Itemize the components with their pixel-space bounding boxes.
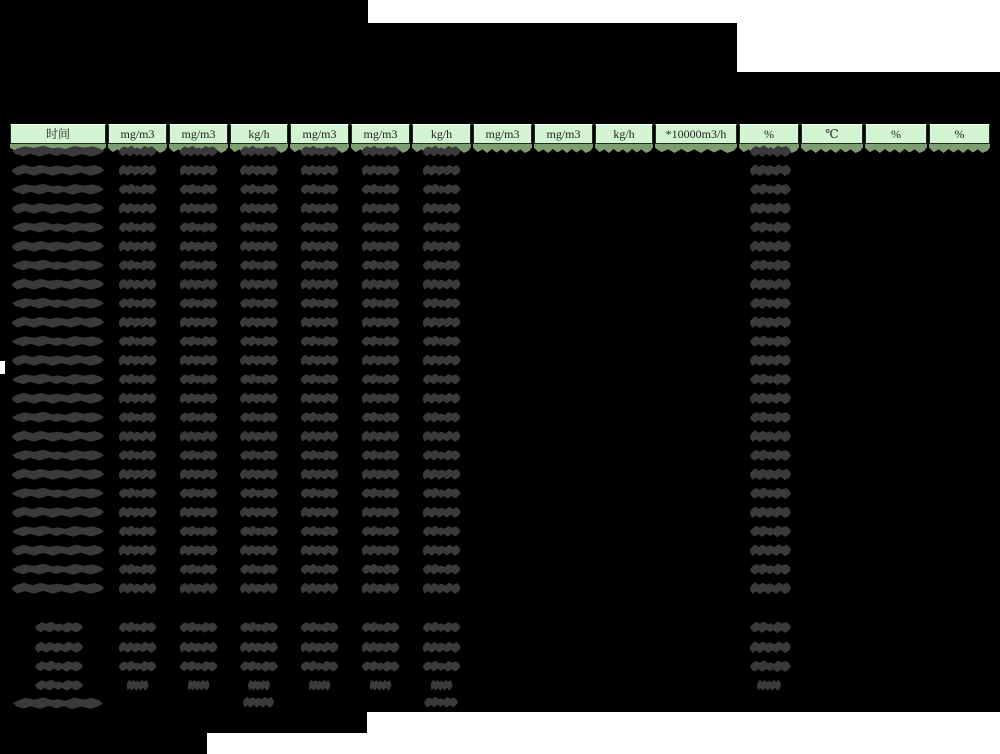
redacted-value-cell (240, 164, 278, 177)
redacted-percent-cell (750, 410, 791, 424)
header-cell-6: mg/m3 (351, 124, 410, 144)
redacted-value-cell (362, 468, 400, 481)
redacted-percent-cell (750, 258, 791, 272)
redacted-value-cell (240, 202, 278, 215)
redacted-percent-cell (750, 486, 791, 500)
header-cell-13: ℃ (801, 124, 863, 144)
header-cell-10: kg/h (595, 124, 653, 144)
redacted-value-cell (301, 297, 339, 310)
redacted-value-cell (119, 544, 157, 557)
redacted-value-cell (362, 544, 400, 557)
redacted-time-cell (12, 430, 104, 443)
redacted-time-cell (12, 335, 104, 348)
redacted-value-cell (362, 411, 400, 424)
paper-white-top-strip (368, 0, 1000, 23)
redacted-percent-cell (750, 391, 791, 405)
redacted-value-cell (180, 563, 218, 576)
redacted-percent-cell (750, 296, 791, 310)
redacted-summary-value-short (431, 679, 453, 692)
redacted-value-cell (423, 297, 461, 310)
header-cell-9: mg/m3 (534, 124, 593, 144)
redacted-value-cell (423, 354, 461, 367)
redacted-value-cell (301, 202, 339, 215)
redacted-value-cell (119, 297, 157, 310)
redacted-time-cell (12, 582, 104, 595)
redacted-summary-label (35, 660, 83, 673)
redacted-value-cell (180, 202, 218, 215)
redacted-time-cell (12, 278, 104, 291)
redacted-value-cell (362, 335, 400, 348)
redacted-value-cell (301, 164, 339, 177)
redacted-summary-value (423, 621, 461, 634)
redacted-summary-value (423, 660, 461, 673)
redacted-value-cell (362, 164, 400, 177)
redacted-value-cell (362, 278, 400, 291)
redacted-value-cell (240, 316, 278, 329)
redacted-value-cell (119, 468, 157, 481)
redacted-value-cell (362, 316, 400, 329)
redacted-summary-value (423, 641, 461, 654)
redacted-time-cell (12, 164, 104, 177)
redacted-summary-label (35, 679, 83, 692)
redacted-value-cell (362, 525, 400, 538)
redacted-value-cell (119, 278, 157, 291)
redacted-value-cell (180, 316, 218, 329)
redacted-value-cell (119, 582, 157, 595)
redacted-percent-cell (750, 372, 791, 386)
header-cell-1: 时间 (10, 124, 106, 144)
redacted-value-cell (362, 221, 400, 234)
redacted-percent-cell (750, 163, 791, 177)
header-cell-2: mg/m3 (108, 124, 167, 144)
redacted-value-cell (240, 582, 278, 595)
redacted-time-cell (12, 259, 104, 272)
header-shadow-strip-8 (473, 144, 532, 153)
header-shadow-strip-11 (655, 144, 737, 153)
redacted-value-cell (301, 316, 339, 329)
redacted-value-cell (180, 525, 218, 538)
redacted-summary-value (301, 621, 339, 634)
redacted-footer-label (13, 696, 103, 710)
redacted-summary-value (301, 660, 339, 673)
redacted-value-cell (423, 259, 461, 272)
redacted-footer-value (424, 696, 458, 709)
redacted-time-cell (12, 183, 104, 196)
redacted-value-cell (180, 449, 218, 462)
redacted-value-cell (301, 354, 339, 367)
redacted-summary-value (362, 621, 400, 634)
redacted-value-cell (362, 240, 400, 253)
redacted-value-cell (180, 240, 218, 253)
redacted-value-cell (180, 411, 218, 424)
redacted-value-cell (362, 202, 400, 215)
header-shadow-strip-14 (865, 144, 927, 153)
redacted-value-cell (301, 183, 339, 196)
redacted-value-cell (423, 411, 461, 424)
redacted-value-cell (119, 164, 157, 177)
redacted-time-cell (12, 354, 104, 367)
redacted-value-cell (240, 278, 278, 291)
redacted-value-cell (119, 392, 157, 405)
redacted-value-cell (240, 468, 278, 481)
redacted-percent-cell (750, 315, 791, 329)
redacted-percent-cell (750, 201, 791, 215)
redacted-value-cell (301, 544, 339, 557)
header-cell-8: mg/m3 (473, 124, 532, 144)
redacted-value-cell (301, 468, 339, 481)
redacted-time-cell (12, 240, 104, 253)
redacted-value-cell (301, 392, 339, 405)
redacted-value-cell (423, 335, 461, 348)
redacted-value-cell (180, 582, 218, 595)
redacted-value-cell (180, 297, 218, 310)
redacted-value-cell (240, 506, 278, 519)
redacted-value-cell (240, 297, 278, 310)
redacted-value-cell (362, 506, 400, 519)
redacted-time-cell (12, 487, 104, 500)
redacted-value-cell (180, 544, 218, 557)
redacted-percent-cell (750, 581, 791, 595)
redacted-value-cell (423, 373, 461, 386)
redacted-percent-cell (750, 467, 791, 481)
header-cell-11: *10000m3/h (655, 124, 737, 144)
header-cell-3: mg/m3 (169, 124, 228, 144)
redacted-summary-value (119, 621, 157, 634)
redacted-percent-cell (750, 448, 791, 462)
redacted-value-cell (362, 183, 400, 196)
redacted-summary-value (240, 660, 278, 673)
redacted-value-cell (362, 259, 400, 272)
redacted-value-cell (240, 221, 278, 234)
redacted-value-cell (362, 354, 400, 367)
redacted-value-cell (423, 316, 461, 329)
redacted-value-cell (240, 240, 278, 253)
redacted-summary-value (119, 660, 157, 673)
redacted-time-cell (12, 449, 104, 462)
redacted-value-cell (362, 487, 400, 500)
redacted-value-cell (180, 221, 218, 234)
redacted-value-cell (119, 411, 157, 424)
redacted-percent-cell (750, 562, 791, 576)
redacted-value-cell (423, 240, 461, 253)
redacted-time-cell (12, 468, 104, 481)
paper-white-bottom-strip (207, 733, 1000, 754)
redacted-time-cell (12, 202, 104, 215)
redacted-summary-value (362, 660, 400, 673)
redacted-value-cell (119, 240, 157, 253)
redacted-value-cell (119, 316, 157, 329)
redacted-value-cell (301, 221, 339, 234)
redacted-summary-value (362, 641, 400, 654)
redacted-value-cell (240, 487, 278, 500)
redacted-value-cell (180, 506, 218, 519)
redacted-summary-value (240, 641, 278, 654)
redacted-summary-value (119, 641, 157, 654)
redacted-value-cell (119, 506, 157, 519)
redacted-value-cell (240, 373, 278, 386)
redacted-percent-cell (750, 220, 791, 234)
redacted-value-cell (423, 449, 461, 462)
redacted-value-cell (119, 563, 157, 576)
header-cell-4: kg/h (230, 124, 288, 144)
redacted-summary-value-short (248, 679, 270, 692)
redacted-time-cell (12, 544, 104, 557)
header-cell-7: kg/h (412, 124, 471, 144)
redacted-value-cell (240, 525, 278, 538)
redacted-value-cell (119, 183, 157, 196)
redacted-value-cell (180, 468, 218, 481)
redacted-value-cell (240, 354, 278, 367)
redacted-value-cell (119, 430, 157, 443)
redacted-value-cell (240, 449, 278, 462)
header-shadow-strip-15 (929, 144, 990, 153)
redacted-footer-value (243, 696, 274, 709)
redacted-value-cell (240, 544, 278, 557)
redacted-summary-label (35, 621, 83, 634)
redacted-time-cell (12, 297, 104, 310)
redacted-value-cell (301, 240, 339, 253)
redacted-summary-value-short (309, 679, 331, 692)
header-shadow-strip-10 (595, 144, 653, 153)
redacted-value-cell (240, 335, 278, 348)
redacted-value-cell (180, 183, 218, 196)
redacted-value-cell (240, 259, 278, 272)
redacted-percent-cell (750, 277, 791, 291)
redacted-time-cell (12, 221, 104, 234)
header-shadow-strip-9 (534, 144, 593, 153)
redacted-value-cell (119, 525, 157, 538)
redacted-value-cell (423, 430, 461, 443)
redacted-value-cell (423, 221, 461, 234)
redacted-value-cell (240, 392, 278, 405)
redacted-value-cell (180, 373, 218, 386)
redacted-value-cell (423, 506, 461, 519)
redacted-time-cell (12, 525, 104, 538)
redacted-summary-value (240, 621, 278, 634)
redacted-value-cell (301, 582, 339, 595)
redacted-summary-value (301, 641, 339, 654)
redacted-summary-value-short (188, 679, 210, 692)
redacted-value-cell (362, 449, 400, 462)
redacted-value-cell (423, 392, 461, 405)
redacted-time-cell (12, 392, 104, 405)
paper-white-top-right-block (737, 23, 1000, 72)
redacted-value-cell (423, 183, 461, 196)
redacted-value-cell (423, 544, 461, 557)
redacted-percent-cell (750, 429, 791, 443)
redacted-value-cell (423, 487, 461, 500)
redacted-summary-percent (750, 620, 791, 634)
redacted-value-cell (301, 373, 339, 386)
redacted-percent-cell (750, 543, 791, 557)
header-cell-5: mg/m3 (290, 124, 349, 144)
redacted-value-cell (301, 259, 339, 272)
redacted-value-cell (423, 202, 461, 215)
redacted-summary-percent-short (757, 679, 781, 692)
redacted-value-cell (362, 297, 400, 310)
redacted-value-cell (119, 487, 157, 500)
redacted-value-cell (301, 278, 339, 291)
redacted-value-cell (240, 411, 278, 424)
redacted-value-cell (119, 449, 157, 462)
redacted-summary-value (180, 621, 218, 634)
redacted-value-cell (119, 221, 157, 234)
redacted-value-cell (423, 563, 461, 576)
redacted-time-cell (12, 316, 104, 329)
redacted-value-cell (423, 164, 461, 177)
redacted-value-cell (119, 335, 157, 348)
redacted-time-cell (12, 411, 104, 424)
paper-white-bottom-mid-strip (367, 712, 1000, 734)
redacted-value-cell (119, 259, 157, 272)
redacted-percent-cell (750, 334, 791, 348)
redacted-value-cell (301, 449, 339, 462)
redacted-value-cell (240, 430, 278, 443)
redacted-value-cell (180, 392, 218, 405)
redacted-value-cell (301, 506, 339, 519)
redacted-time-cell (12, 373, 104, 386)
redacted-value-cell (180, 430, 218, 443)
redacted-value-cell (240, 563, 278, 576)
header-shadow-strip-13 (801, 144, 863, 153)
redacted-percent-cell (750, 353, 791, 367)
redacted-summary-label (35, 641, 83, 654)
redacted-value-cell (362, 373, 400, 386)
header-cell-14: % (865, 124, 927, 144)
redacted-percent-cell (750, 524, 791, 538)
redacted-time-cell (12, 563, 104, 576)
redacted-value-cell (301, 411, 339, 424)
redacted-summary-percent (750, 640, 791, 654)
redacted-value-cell (301, 525, 339, 538)
header-cell-15: % (929, 124, 990, 144)
redacted-percent-cell (750, 239, 791, 253)
redacted-time-cell (12, 506, 104, 519)
redacted-value-cell (423, 582, 461, 595)
redacted-percent-cell (750, 182, 791, 196)
redacted-value-cell (301, 487, 339, 500)
redacted-value-cell (119, 202, 157, 215)
redacted-value-cell (180, 164, 218, 177)
redacted-value-cell (362, 392, 400, 405)
header-cell-12: % (739, 124, 799, 144)
redacted-value-cell (119, 354, 157, 367)
redacted-value-cell (423, 468, 461, 481)
redacted-value-cell (301, 335, 339, 348)
redacted-value-cell (180, 335, 218, 348)
redacted-summary-value-short (127, 679, 149, 692)
redacted-value-cell (301, 563, 339, 576)
redacted-value-cell (362, 582, 400, 595)
redacted-value-cell (119, 373, 157, 386)
redacted-summary-value-short (370, 679, 392, 692)
redacted-value-cell (180, 354, 218, 367)
redacted-summary-value (180, 660, 218, 673)
redacted-value-cell (362, 563, 400, 576)
redacted-value-cell (362, 430, 400, 443)
redacted-summary-percent (750, 659, 791, 673)
redacted-value-cell (180, 259, 218, 272)
redacted-percent-cell (750, 505, 791, 519)
paper-white-left-sliver (0, 361, 5, 374)
redacted-value-cell (301, 430, 339, 443)
redacted-value-cell (240, 183, 278, 196)
redacted-summary-value (180, 641, 218, 654)
redacted-value-cell (180, 278, 218, 291)
redacted-value-cell (180, 487, 218, 500)
redacted-value-cell (423, 525, 461, 538)
redacted-value-cell (423, 278, 461, 291)
